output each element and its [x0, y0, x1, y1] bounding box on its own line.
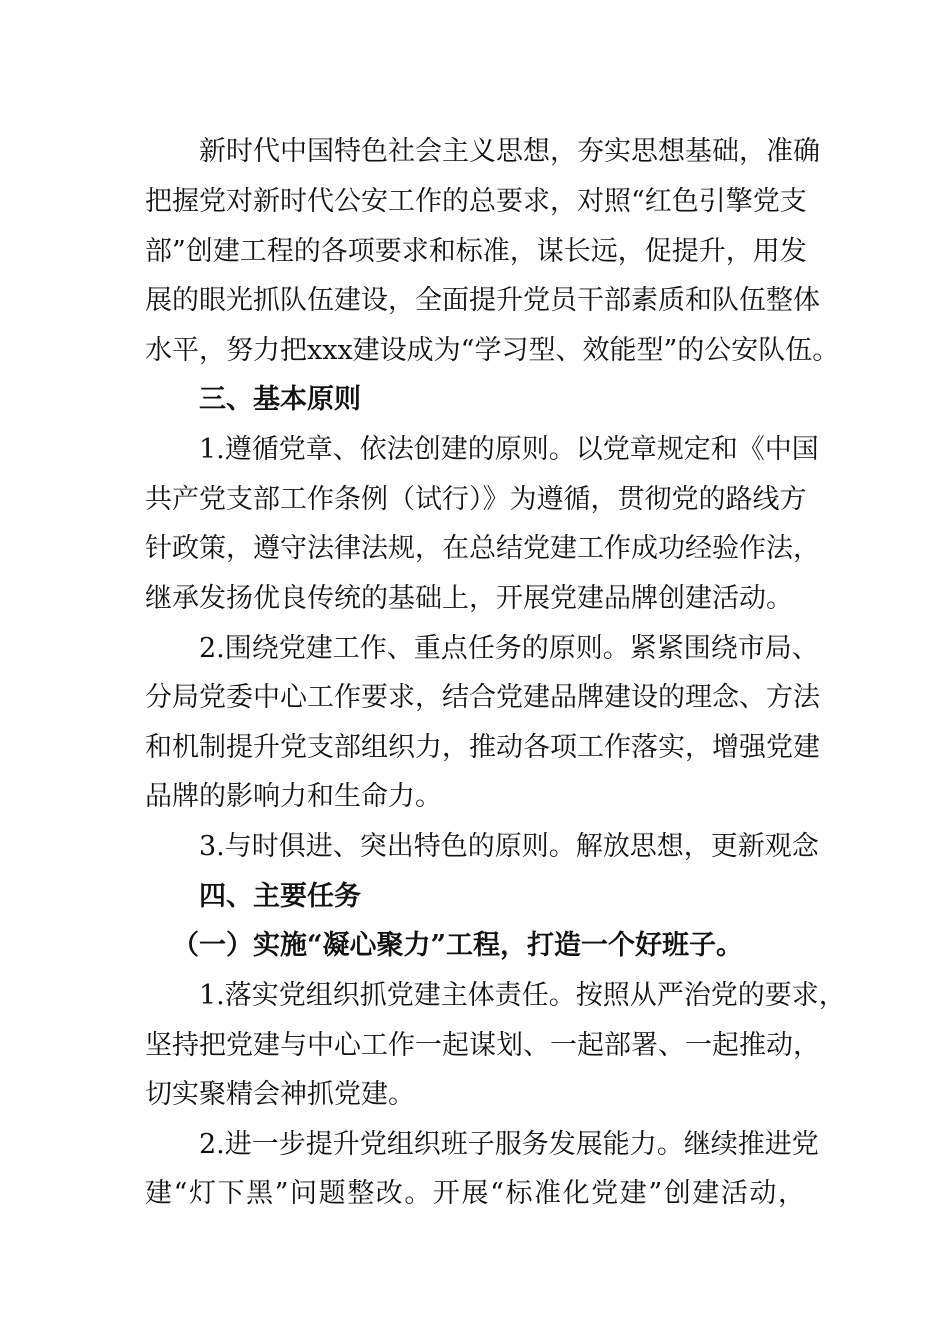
- paragraph-line: 3.与时俱进、突出特色的原则。解放思想，更新观念: [199, 831, 819, 862]
- paragraph-line: 分局党委中心工作要求，结合党建品牌建设的理念、方法: [145, 682, 820, 713]
- paragraph-line: 1.遵循党章、依法创建的原则。以党章规定和《中国: [199, 434, 819, 465]
- paragraph-line: 共产党支部工作条例（试行）》为遵循，贯彻党的路线方: [145, 484, 807, 515]
- paragraph-line: 建“灯下黑”问题整改。开展“标准化党建”创建活动，: [145, 1178, 805, 1209]
- paragraph-line: 针政策，遵守法律法规，在总结党建工作成功经验作法，: [145, 533, 820, 564]
- paragraph-line: 部”创建工程的各项要求和标准，谋长远，促提升，用发: [145, 236, 807, 267]
- paragraph-line: 坚持把党建与中心工作一起谋划、一起部署、一起推动，: [145, 1030, 820, 1061]
- paragraph-line: 1.落实党组织抓党建主体责任。按照从严治党的要求，: [199, 980, 846, 1011]
- paragraph-line: 和机制提升党支部组织力，推动各项工作落实，增强党建: [145, 732, 820, 763]
- paragraph-line: 2.进一步提升党组织班子服务发展能力。继续推进党: [199, 1129, 819, 1160]
- section-heading: 四、主要任务: [199, 881, 361, 912]
- paragraph-line: 品牌的影响力和生命力。: [145, 781, 442, 812]
- paragraph-line: 继承发扬优良传统的基础上，开展党建品牌创建活动。: [145, 583, 793, 614]
- paragraph-line: 切实聚精会神抓党建。: [145, 1079, 415, 1110]
- subsection-heading: （一）实施“凝心聚力”工程，打造一个好班子。: [172, 930, 744, 961]
- paragraph-line: 新时代中国特色社会主义思想，夯实思想基础，准确: [199, 136, 820, 167]
- paragraph-line: 把握党对新时代公安工作的总要求，对照“红色引擎党支: [145, 186, 807, 217]
- paragraph-line: 2.围绕党建工作、重点任务的原则。紧紧围绕市局、: [199, 633, 819, 664]
- paragraph-line: 展的眼光抓队伍建设，全面提升党员干部素质和队伍整体: [145, 285, 820, 316]
- section-heading: 三、基本原则: [199, 384, 361, 415]
- paragraph-line: 水平，努力把xxx建设成为“学习型、效能型”的公安队伍。: [145, 335, 840, 366]
